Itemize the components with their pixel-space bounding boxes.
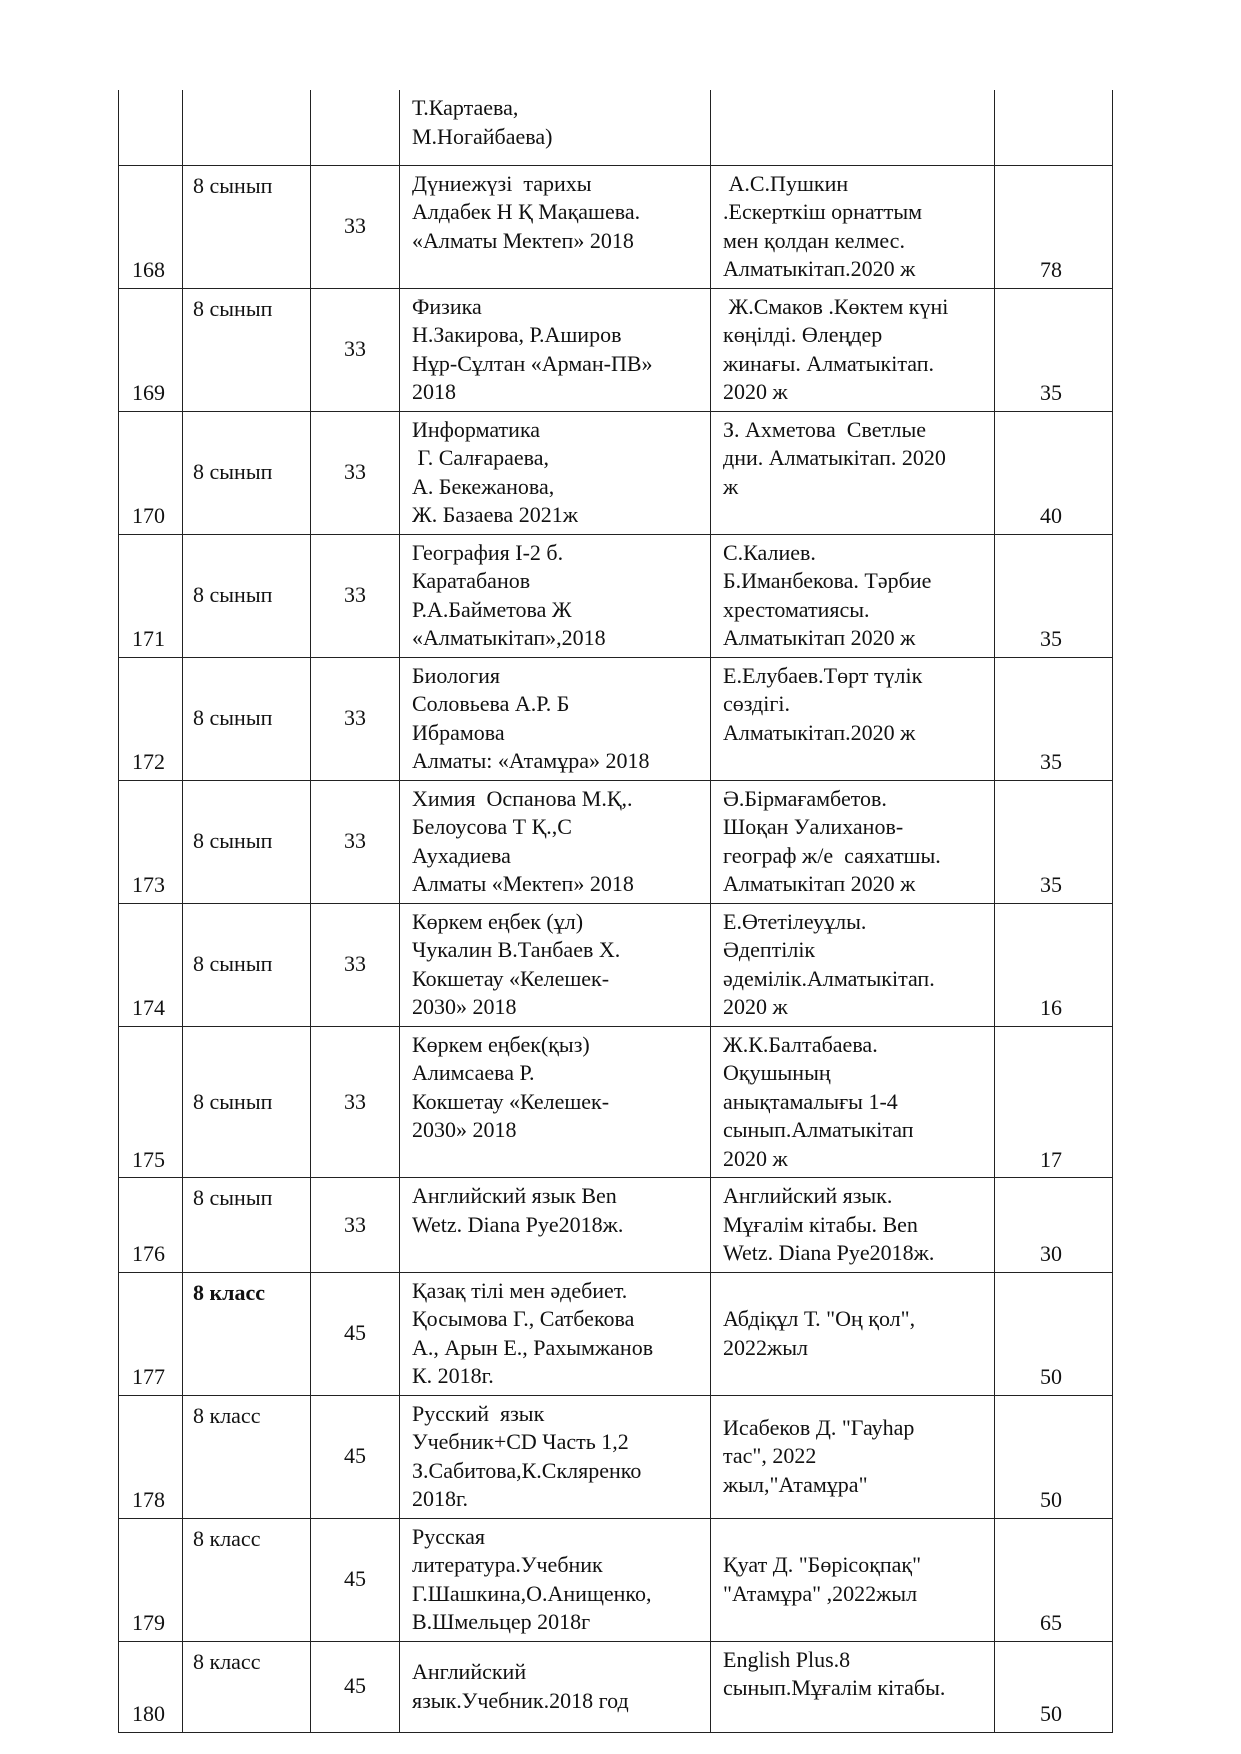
grade-cell: 8 сынып <box>183 165 311 288</box>
textbook-cell <box>400 1395 711 1518</box>
extra-book-line: С.Калиев. <box>723 539 816 565</box>
textbook-line: Ж. Базаева 2021ж <box>412 502 578 527</box>
quantity-cell: 65 <box>995 1518 1113 1641</box>
extra-book-cell <box>711 288 995 411</box>
table-row <box>119 1518 1113 1641</box>
textbook-line: Английский язык Ben <box>412 1183 617 1208</box>
quantity-cell: 50 <box>995 1272 1113 1395</box>
extra-book-line: Б.Иманбекова. Тәрбие <box>723 568 932 593</box>
extra-book-line: сөздігі. <box>723 691 790 716</box>
textbook-line: Белоусова Т Қ.,С <box>412 814 572 839</box>
extra-book-cell <box>711 1395 995 1518</box>
extra-book-line: Оқушының <box>723 1060 831 1085</box>
textbook-line: Г. Салғараева, <box>412 445 550 470</box>
extra-book-cell <box>711 1518 995 1641</box>
row-number: 171 <box>119 534 183 657</box>
textbook-cell <box>400 903 711 1026</box>
hours-cell <box>311 90 400 165</box>
hours-cell: 33 <box>311 1026 400 1178</box>
textbook-cell <box>400 534 711 657</box>
textbook-line: Р.А.Байметова Ж <box>412 596 572 622</box>
extra-book-line: тас", 2022 <box>723 1443 817 1469</box>
extra-book-line: English Plus.8 <box>723 1646 851 1672</box>
extra-book-line: Алматыкітап 2020 ж <box>723 625 916 650</box>
textbook-line: Русский язык <box>412 1400 545 1426</box>
extra-book-line: әдемілік.Алматыкітап. <box>723 965 935 991</box>
table-row <box>119 780 1113 903</box>
quantity-cell: 16 <box>995 903 1113 1026</box>
textbook-table <box>118 90 1113 1733</box>
textbook-line: Wetz. Diana Pye2018ж. <box>412 1211 624 1237</box>
textbook-line: Русская <box>412 1523 486 1549</box>
extra-book-cell <box>711 1178 995 1273</box>
row-number: 174 <box>119 903 183 1026</box>
row-number: 180 <box>119 1641 183 1732</box>
extra-book-line: мен қолдан келмес. <box>723 227 905 253</box>
textbook-cell <box>400 1272 711 1395</box>
table-row <box>119 1026 1113 1178</box>
textbook-line: Каратабанов <box>412 568 531 593</box>
extra-book-line: жинағы. Алматыкітап. <box>723 350 934 376</box>
extra-book-line: Шоқан Уалиханов- <box>723 814 904 839</box>
extra-book-line: Алматыкітап.2020 ж <box>723 256 916 281</box>
textbook-line: В.Шмельцер 2018г <box>412 1609 591 1634</box>
extra-book-line: жыл,"Атамұра" <box>723 1471 868 1497</box>
extra-book-cell <box>711 90 995 165</box>
hours-cell: 45 <box>311 1641 400 1732</box>
hours-cell: 45 <box>311 1272 400 1395</box>
extra-book-line: сынып.Алматыкітап <box>723 1117 914 1142</box>
textbook-line: Нұр-Сұлтан «Арман-ПВ» <box>412 350 653 376</box>
extra-book-line: сынып.Мұғалім кітабы. <box>723 1675 946 1700</box>
textbook-line: Кокшетау «Келешек- <box>412 965 610 991</box>
table-row <box>119 657 1113 780</box>
extra-book-line: хрестоматиясы. <box>723 596 870 622</box>
row-number: 169 <box>119 288 183 411</box>
textbook-line: Қазақ тілі мен әдебиет. <box>412 1277 628 1303</box>
table-row <box>119 411 1113 534</box>
grade-cell: 8 сынып <box>183 411 311 534</box>
textbook-cell <box>400 1026 711 1178</box>
hours-cell: 33 <box>311 657 400 780</box>
textbook-line: Соловьева А.Р. Б <box>412 691 570 716</box>
textbook-cell <box>400 411 711 534</box>
grade-cell: 8 класс <box>183 1641 311 1732</box>
hours-cell: 33 <box>311 165 400 288</box>
textbook-line: Дүниежүзі тарихы <box>412 170 592 196</box>
quantity-cell: 78 <box>995 165 1113 288</box>
hours-cell: 45 <box>311 1395 400 1518</box>
quantity-cell: 50 <box>995 1395 1113 1518</box>
row-number: 178 <box>119 1395 183 1518</box>
quantity-cell: 30 <box>995 1178 1113 1273</box>
textbook-line: Биология <box>412 662 501 688</box>
textbook-line: Көркем еңбек (ұл) <box>412 908 584 934</box>
textbook-line: 2018г. <box>412 1486 469 1511</box>
row-number: 176 <box>119 1178 183 1273</box>
table-body <box>119 90 1113 1732</box>
extra-book-cell <box>711 1026 995 1178</box>
table-row <box>119 903 1113 1026</box>
textbook-line: 2030» 2018 <box>412 994 517 1019</box>
table-row <box>119 165 1113 288</box>
extra-book-line: Е.Елубаев.Төрт түлік <box>723 662 923 688</box>
textbook-cell <box>400 165 711 288</box>
table-row <box>119 1272 1113 1395</box>
grade-cell: 8 сынып <box>183 903 311 1026</box>
table-row <box>119 1395 1113 1518</box>
grade-cell: 8 сынып <box>183 780 311 903</box>
grade-cell: 8 сынып <box>183 657 311 780</box>
textbook-cell <box>400 1518 711 1641</box>
textbook-line: Көркем еңбек(қыз) <box>412 1031 590 1057</box>
textbook-line: Физика <box>412 293 482 319</box>
textbook-cell <box>400 657 711 780</box>
extra-book-line: Алматыкітап 2020 ж <box>723 871 916 896</box>
textbook-line: Алимсаева Р. <box>412 1060 535 1085</box>
textbook-line: География І-2 б. <box>412 539 564 565</box>
textbook-line: Химия Оспанова М.Қ,. <box>412 785 633 811</box>
extra-book-line: З. Ахметова Светлые <box>723 416 927 442</box>
row-number <box>119 90 183 165</box>
quantity-cell: 50 <box>995 1641 1113 1732</box>
grade-cell: 8 класс <box>183 1395 311 1518</box>
quantity-cell <box>995 90 1113 165</box>
extra-book-cell <box>711 780 995 903</box>
textbook-line: Ибрамова <box>412 719 505 745</box>
quantity-cell: 35 <box>995 534 1113 657</box>
hours-cell: 33 <box>311 411 400 534</box>
table-row <box>119 1178 1113 1273</box>
textbook-line: Қосымова Г., Сатбекова <box>412 1306 635 1331</box>
extra-book-line: Ж.К.Балтабаева. <box>723 1031 878 1057</box>
textbook-line: Информатика <box>412 416 541 442</box>
textbook-line: Н.Закирова, Р.Аширов <box>412 322 622 347</box>
row-number: 170 <box>119 411 183 534</box>
textbook-line: А. Бекежанова, <box>412 473 555 499</box>
textbook-line: Аухадиева <box>412 842 511 868</box>
row-number: 179 <box>119 1518 183 1641</box>
extra-book-line: Wetz. Diana Pye2018ж. <box>723 1240 935 1265</box>
extra-book-cell <box>711 165 995 288</box>
grade-cell: 8 класс <box>183 1272 311 1395</box>
extra-book-line: Ж.Смаков .Көктем күні <box>723 293 949 319</box>
grade-cell <box>183 90 311 165</box>
extra-book-line: 2020 ж <box>723 994 788 1019</box>
extra-book-cell <box>711 534 995 657</box>
textbook-line: литература.Учебник <box>412 1552 603 1577</box>
table-row <box>119 534 1113 657</box>
quantity-cell: 35 <box>995 288 1113 411</box>
extra-book-line: 2020 ж <box>723 1145 788 1171</box>
extra-book-line: Мұғалім кітабы. Ben <box>723 1211 918 1237</box>
row-number: 177 <box>119 1272 183 1395</box>
quantity-cell: 35 <box>995 657 1113 780</box>
extra-book-line: Исабеков Д. "Гауһар <box>723 1414 915 1440</box>
grade-cell: 8 класс <box>183 1518 311 1641</box>
extra-book-line: ж <box>723 473 739 499</box>
textbook-line: Алматы: «Атамұра» 2018 <box>412 748 650 773</box>
row-number: 172 <box>119 657 183 780</box>
textbook-line: Кокшетау «Келешек- <box>412 1088 610 1114</box>
row-number: 175 <box>119 1026 183 1178</box>
extra-book-line: Қуат Д. "Бөрісоқпақ" <box>723 1552 922 1577</box>
textbook-line: «Алматы Мектеп» 2018 <box>412 227 634 253</box>
quantity-cell: 17 <box>995 1026 1113 1178</box>
textbook-cell <box>400 1641 711 1732</box>
textbook-line: А., Арын Е., Рахымжанов <box>412 1334 654 1360</box>
hours-cell: 45 <box>311 1518 400 1641</box>
textbook-line: 2030» 2018 <box>412 1117 517 1142</box>
extra-book-line: дни. Алматыкітап. 2020 <box>723 445 946 470</box>
textbook-line: Т.Картаева, <box>412 95 519 120</box>
grade-cell: 8 сынып <box>183 534 311 657</box>
grade-cell: 8 сынып <box>183 1178 311 1273</box>
textbook-line: К. 2018г. <box>412 1363 494 1388</box>
extra-book-cell <box>711 903 995 1026</box>
table-row <box>119 288 1113 411</box>
extra-book-line: Абдіқұл Т. "Оң қол", <box>723 1306 916 1331</box>
textbook-line: 2018 <box>412 379 456 404</box>
textbook-line: Г.Шашкина,О.Анищенко, <box>412 1580 652 1606</box>
textbook-line: Английский <box>412 1659 527 1684</box>
extra-book-cell <box>711 1272 995 1395</box>
hours-cell: 33 <box>311 288 400 411</box>
grade-cell: 8 сынып <box>183 288 311 411</box>
textbook-cell <box>400 288 711 411</box>
extra-book-line: А.С.Пушкин <box>723 170 849 196</box>
extra-book-line: .Ескерткіш орнаттым <box>723 199 923 224</box>
textbook-cell <box>400 1178 711 1273</box>
textbook-line: Алматы «Мектеп» 2018 <box>412 871 634 896</box>
textbook-cell <box>400 90 711 165</box>
hours-cell: 33 <box>311 780 400 903</box>
grade-cell: 8 сынып <box>183 1026 311 1178</box>
table-row <box>119 1641 1113 1732</box>
extra-book-line: Әдептілік <box>723 937 816 962</box>
row-number: 168 <box>119 165 183 288</box>
table-row <box>119 90 1113 165</box>
extra-book-cell <box>711 1641 995 1732</box>
row-number: 173 <box>119 780 183 903</box>
extra-book-line: "Атамұра" ,2022жыл <box>723 1580 918 1606</box>
extra-book-line: Алматыкітап.2020 ж <box>723 719 916 745</box>
extra-book-line: Английский язык. <box>723 1183 893 1208</box>
hours-cell: 33 <box>311 534 400 657</box>
extra-book-line: анықтамалығы 1-4 <box>723 1088 898 1114</box>
hours-cell: 33 <box>311 1178 400 1273</box>
extra-book-line: 2022жыл <box>723 1334 808 1360</box>
extra-book-line: 2020 ж <box>723 379 788 404</box>
extra-book-cell <box>711 657 995 780</box>
extra-book-line: Ә.Бірмағамбетов. <box>723 785 887 811</box>
textbook-line: З.Сабитова,К.Скляренко <box>412 1457 642 1483</box>
textbook-line: Учебник+CD Часть 1,2 <box>412 1429 629 1454</box>
textbook-line: Чукалин В.Танбаев Х. <box>412 937 621 962</box>
quantity-cell: 40 <box>995 411 1113 534</box>
textbook-line: язык.Учебник.2018 год <box>412 1687 629 1713</box>
textbook-line: Алдабек Н Қ Мақашева. <box>412 199 641 224</box>
extra-book-line: географ ж/е саяхатшы. <box>723 842 941 868</box>
extra-book-line: көңілді. Өлеңдер <box>723 322 883 347</box>
textbook-cell <box>400 780 711 903</box>
quantity-cell: 35 <box>995 780 1113 903</box>
hours-cell: 33 <box>311 903 400 1026</box>
extra-book-line: Е.Өтетілеуұлы. <box>723 908 867 934</box>
textbook-line: М.Ногайбаева) <box>412 123 553 149</box>
extra-book-cell <box>711 411 995 534</box>
textbook-line: «Алматыкітап»,2018 <box>412 625 606 650</box>
